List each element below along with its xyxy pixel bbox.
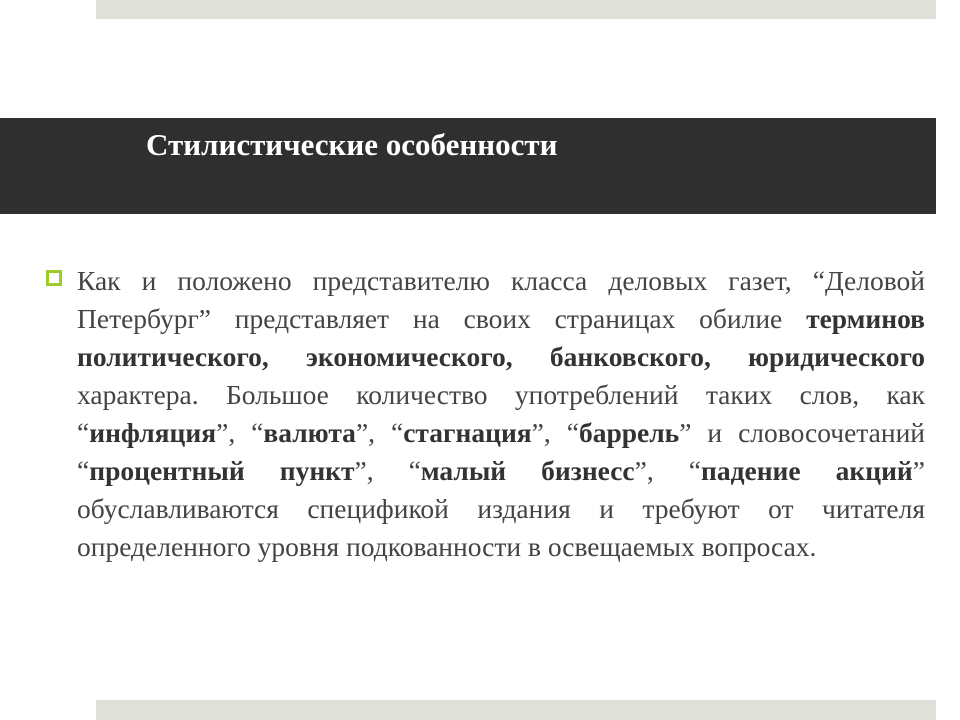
text-run: ” и словосочетаний “ bbox=[77, 417, 926, 486]
text-run: ” обуславливаются спецификой издания и требуют от читателя определенного уровня подкованности в освещаемых вопросах. bbox=[77, 455, 925, 562]
text-run: ”, “ bbox=[531, 417, 579, 448]
text-run: ”, “ bbox=[634, 455, 701, 486]
bold-term: стагнация bbox=[403, 417, 532, 448]
bold-term: терминов политического, экономического, банковского, юридического bbox=[77, 303, 925, 372]
bold-term: падение акций bbox=[700, 455, 913, 486]
text-run: ”, “ bbox=[216, 417, 264, 448]
text-run: ”, “ bbox=[354, 455, 421, 486]
bold-term: валюта bbox=[263, 417, 356, 448]
text-run: характера. Большое количество употреблений таких слов, как “ bbox=[77, 379, 925, 448]
text-run: Как и положено представителю класса деловых газет, “Деловой Петербург” представляет на своих страницах обилие bbox=[77, 265, 925, 334]
bold-term: баррель bbox=[578, 417, 680, 448]
bottom-decorative-bar bbox=[96, 700, 936, 720]
top-decorative-bar bbox=[96, 0, 936, 19]
text-run: ”, “ bbox=[355, 417, 404, 448]
body-paragraph bbox=[77, 262, 925, 566]
slide-title: Стилистические особенности bbox=[146, 127, 558, 162]
bold-term: инфляция bbox=[89, 417, 217, 448]
bold-term: малый бизнесс bbox=[420, 455, 635, 486]
bold-term: процентный пункт bbox=[89, 455, 355, 486]
square-bullet-icon bbox=[46, 270, 62, 286]
